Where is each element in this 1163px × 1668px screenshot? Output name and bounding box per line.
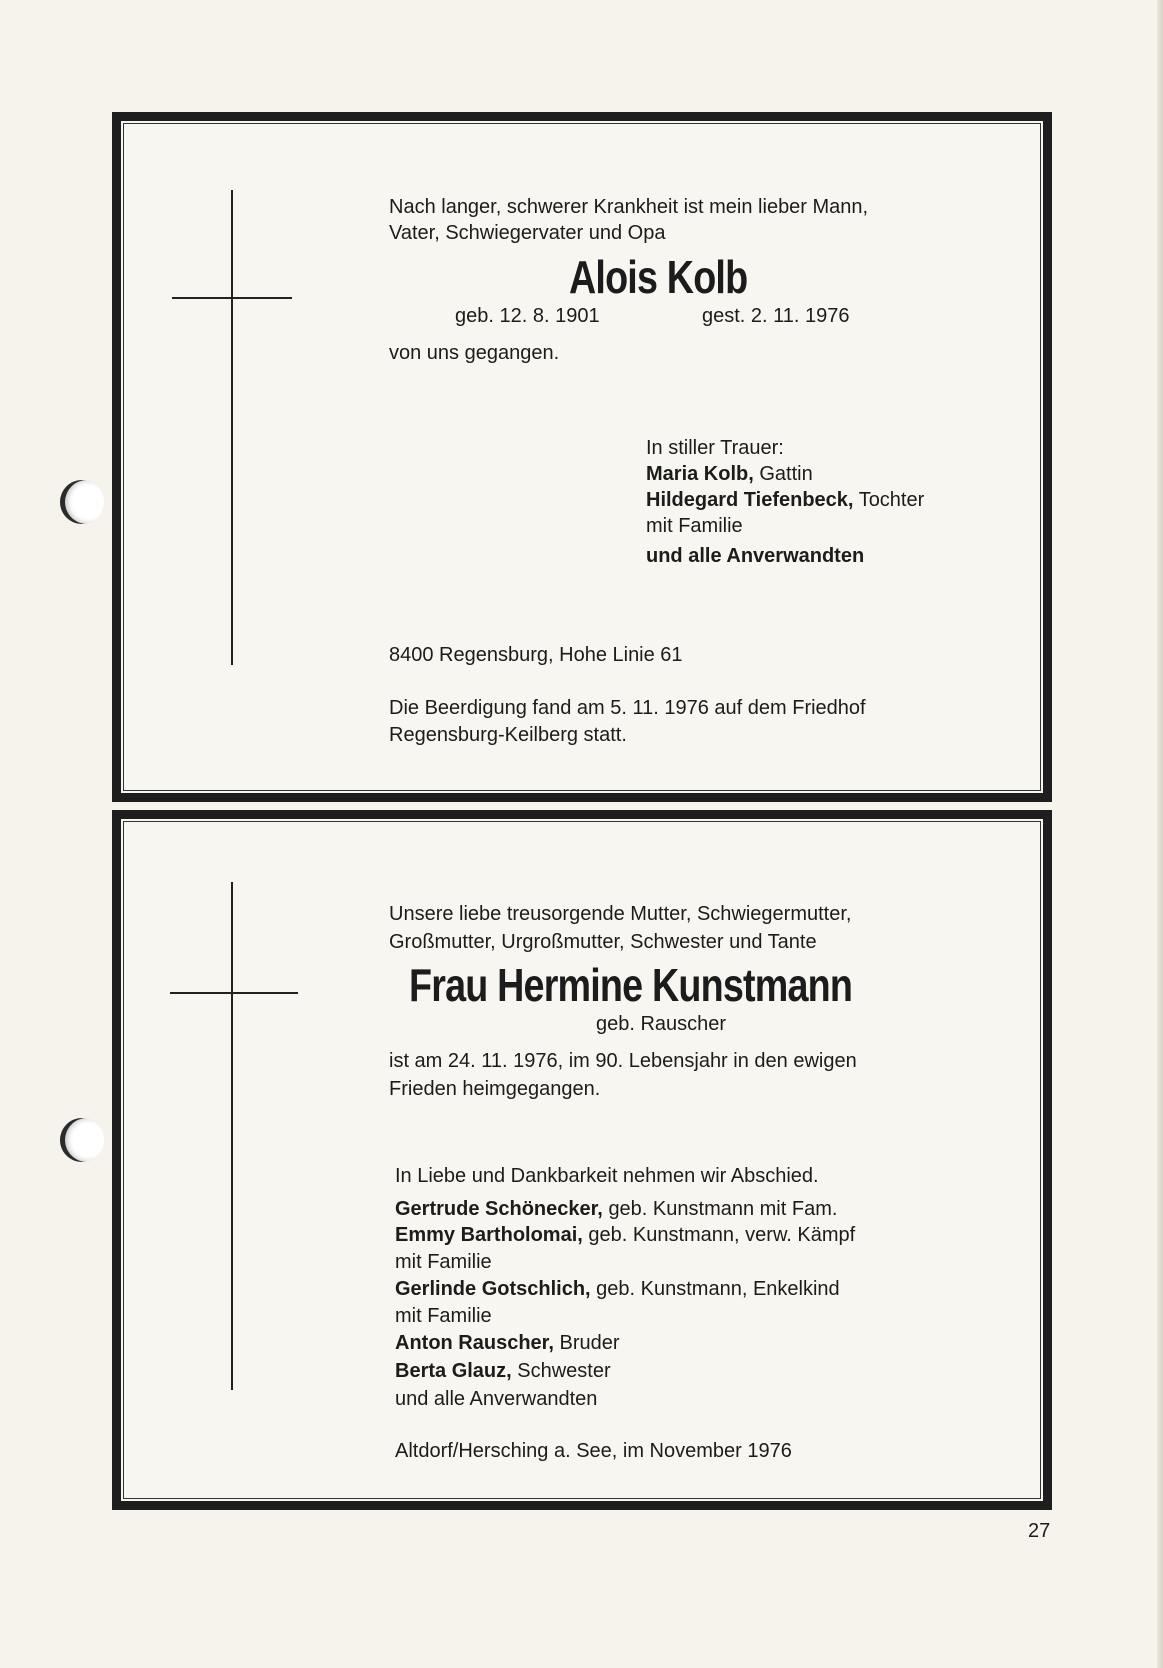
mourner-line (646, 487, 924, 513)
cross-icon-horizontal (170, 992, 298, 994)
mourner-line: und alle Anverwandten (395, 1388, 598, 1410)
birth-date: geb. 12. 8. 1901 (455, 305, 600, 327)
mourner-line (395, 1330, 620, 1356)
deceased-name: Alois Kolb (569, 251, 748, 303)
mourner-line (395, 1358, 611, 1384)
farewell-line: In Liebe und Dankbarkeit nehmen wir Abschied. (395, 1165, 819, 1187)
page-edge (1157, 0, 1163, 1668)
mourner-line: mit Familie (646, 515, 743, 537)
punch-hole-bottom (60, 1118, 104, 1162)
death-line: Frieden heimgegangen. (389, 1078, 601, 1100)
mourner-name: Hildegard Tiefenbeck, (646, 489, 854, 511)
cross-icon-vertical (231, 882, 233, 1390)
punch-hole-top (60, 480, 104, 524)
funeral-line: Regensburg-Keilberg statt. (389, 724, 627, 746)
maiden-name: geb. Rauscher (596, 1013, 727, 1035)
mourner-name: Anton Rauscher, (395, 1332, 554, 1354)
cross-icon-vertical (231, 190, 233, 665)
mourner-line: mit Familie (395, 1251, 492, 1273)
page-number: 27 (1028, 1520, 1051, 1542)
mourner-line: mit Familie (395, 1305, 492, 1327)
mourner-relation: Bruder (559, 1332, 620, 1354)
place-date: Altdorf/Hersching a. See, im November 1976 (395, 1440, 792, 1462)
mourner-name: Maria Kolb, (646, 463, 754, 485)
funeral-line: Die Beerdigung fand am 5. 11. 1976 auf dem Friedhof (389, 697, 866, 719)
address: 8400 Regensburg, Hohe Linie 61 (389, 644, 683, 666)
intro-line: Großmutter, Urgroßmutter, Schwester und Tante (389, 931, 817, 953)
mourner-relation: geb. Kunstmann, verw. Kämpf (588, 1224, 856, 1246)
mourner-name: Berta Glauz, (395, 1360, 512, 1382)
mourner-line: und alle Anverwandten (646, 545, 865, 567)
deceased-name: Frau Hermine Kunstmann (409, 959, 853, 1011)
mourner-line (395, 1222, 855, 1248)
death-date: gest. 2. 11. 1976 (702, 305, 850, 327)
death-line: ist am 24. 11. 1976, im 90. Lebensjahr in den ewigen (389, 1050, 857, 1072)
mourner-relation: geb. Kunstmann mit Fam. (608, 1198, 838, 1220)
mourner-line (646, 461, 813, 487)
mourner-relation: geb. Kunstmann, Enkelkind (596, 1278, 840, 1300)
intro-line: Vater, Schwiegervater und Opa (389, 222, 666, 244)
mourning-heading: In stiller Trauer: (646, 437, 784, 459)
mourner-relation: Schwester (517, 1360, 611, 1382)
mourner-name: Gerlinde Gotschlich, (395, 1278, 591, 1300)
intro-line: Nach langer, schwerer Krankheit ist mein lieber Mann, (389, 196, 869, 218)
mourner-relation: Tochter (858, 489, 925, 511)
mourner-relation: Gattin (759, 463, 813, 485)
mourner-name: Emmy Bartholomai, (395, 1224, 583, 1246)
mourner-name: Gertrude Schönecker, (395, 1198, 603, 1220)
mourner-line (395, 1276, 840, 1302)
mourner-line (395, 1196, 837, 1222)
closing-line: von uns gegangen. (389, 342, 560, 364)
intro-line: Unsere liebe treusorgende Mutter, Schwiegermutter, (389, 903, 852, 925)
